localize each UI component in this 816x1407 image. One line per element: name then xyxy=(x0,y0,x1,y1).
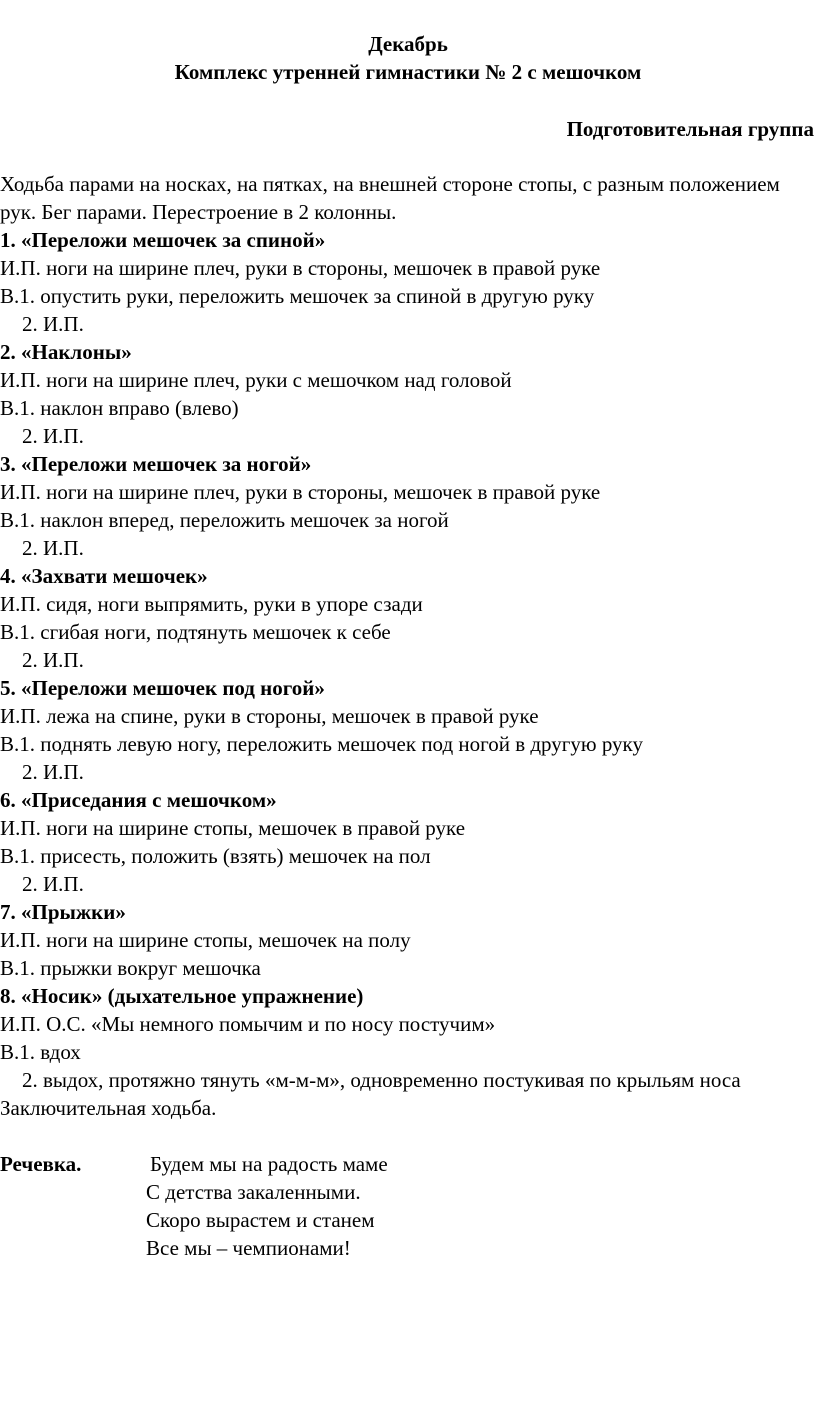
exercise-step-2: 2. И.П. xyxy=(22,872,84,896)
exercise-title: 5. «Переложи мешочек под ногой» xyxy=(0,676,325,700)
exercise-step-1: В.1. наклон вправо (влево) xyxy=(0,396,239,420)
exercise-step-1: В.1. прыжки вокруг мешочка xyxy=(0,956,261,980)
verse-line: Будем мы на радость маме xyxy=(150,1152,388,1176)
exercise-step-2: 2. И.П. xyxy=(22,312,84,336)
exercise-step-1: В.1. опустить руки, переложить мешочек за спиной в другую руку xyxy=(0,284,595,308)
exercise-step-2: 2. выдох, протяжно тянуть «м-м-м», одновременно постукивая по крыльям носа xyxy=(22,1068,741,1092)
closing-text: Заключительная ходьба. xyxy=(0,1096,217,1120)
exercise-title: 1. «Переложи мешочек за спиной» xyxy=(0,228,326,252)
exercise-8 xyxy=(0,982,814,1094)
exercise-start-position: И.П. ноги на ширине стопы, мешочек в правой руке xyxy=(0,816,466,840)
group-label: Подготовительная группа xyxy=(566,117,814,141)
exercise-title: 6. «Приседания с мешочком» xyxy=(0,788,277,812)
exercise-title: 2. «Наклоны» xyxy=(0,340,132,364)
exercise-7 xyxy=(0,898,814,982)
exercise-title: 8. «Носик» (дыхательное упражнение) xyxy=(0,984,364,1008)
verse-line: С детства закаленными. xyxy=(146,1180,361,1204)
exercise-5 xyxy=(0,674,814,786)
document-title: Комплекс утренней гимнастики № 2 с мешочком xyxy=(174,60,642,84)
exercise-3 xyxy=(0,450,814,562)
exercise-6 xyxy=(0,786,814,898)
exercise-start-position: И.П. сидя, ноги выпрямить, руки в упоре сзади xyxy=(0,592,423,616)
intro-paragraph: Ходьба парами на носках, на пятках, на внешней стороне стопы, с разным положением рук. Бег парами. Перестроение в 2 колонны. xyxy=(0,172,780,224)
exercise-title: 7. «Прыжки» xyxy=(0,900,126,924)
exercise-title: 3. «Переложи мешочек за ногой» xyxy=(0,452,312,476)
exercise-title: 4. «Захвати мешочек» xyxy=(0,564,208,588)
rechevka-verse xyxy=(146,1150,388,1262)
verse-line: Скоро вырастем и станем xyxy=(146,1208,375,1232)
exercise-step-2: 2. И.П. xyxy=(22,536,84,560)
rechevka-block xyxy=(0,1150,814,1262)
exercise-step-1: В.1. поднять левую ногу, переложить мешочек под ногой в другую руку xyxy=(0,732,643,756)
exercise-4 xyxy=(0,562,814,674)
exercise-start-position: И.П. ноги на ширине плеч, руки в стороны, мешочек в правой руке xyxy=(0,256,601,280)
exercise-start-position: И.П. О.С. «Мы немного помычим и по носу постучим» xyxy=(0,1012,496,1036)
exercise-start-position: И.П. ноги на ширине стопы, мешочек на полу xyxy=(0,928,411,952)
verse-line: Все мы – чемпионами! xyxy=(146,1236,351,1260)
exercise-step-1: В.1. присесть, положить (взять) мешочек на пол xyxy=(0,844,431,868)
exercise-start-position: И.П. ноги на ширине плеч, руки в стороны, мешочек в правой руке xyxy=(0,480,601,504)
rechevka-label: Речевка. xyxy=(0,1152,82,1176)
document-body xyxy=(0,170,814,1262)
month-heading: Декабрь xyxy=(368,32,448,56)
blank-line xyxy=(0,1122,814,1150)
exercise-step-1: В.1. наклон вперед, переложить мешочек за ногой xyxy=(0,508,449,532)
exercise-step-2: 2. И.П. xyxy=(22,424,84,448)
exercise-step-2: 2. И.П. xyxy=(22,760,84,784)
exercise-start-position: И.П. лежа на спине, руки в стороны, мешочек в правой руке xyxy=(0,704,539,728)
exercise-start-position: И.П. ноги на ширине плеч, руки с мешочком над головой xyxy=(0,368,512,392)
exercise-step-2: 2. И.П. xyxy=(22,648,84,672)
exercise-1 xyxy=(0,226,814,338)
exercise-step-1: В.1. вдох xyxy=(0,1040,81,1064)
exercise-step-1: В.1. сгибая ноги, подтянуть мешочек к себе xyxy=(0,620,391,644)
exercise-2 xyxy=(0,338,814,450)
